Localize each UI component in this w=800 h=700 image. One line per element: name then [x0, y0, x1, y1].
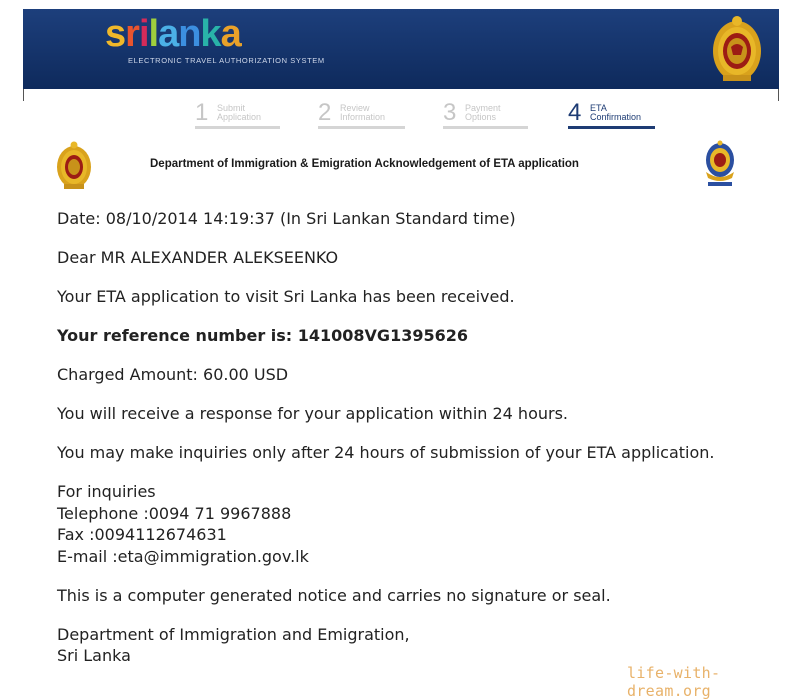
step-label: Review Information: [340, 103, 386, 122]
national-emblem-icon: [711, 13, 763, 83]
step-number: 4: [568, 99, 582, 126]
response-time-message: You will receive a response for your application within 24 hours.: [57, 404, 568, 423]
step-underline: [318, 126, 405, 129]
contact-block: [57, 481, 777, 567]
step-number: 1: [195, 99, 209, 126]
computer-generated-notice: This is a computer generated notice and carries no signature or seal.: [57, 585, 611, 605]
step-label: ETA Confirmation: [590, 103, 642, 122]
step-number: 3: [443, 99, 457, 126]
acknowledgement-letter: [57, 208, 777, 667]
greeting: Dear MR ALEXANDER ALEKSEENKO: [57, 248, 339, 267]
srilanka-logo: srilanka: [105, 13, 241, 55]
step-label: Payment Options: [465, 103, 501, 122]
reference-number: Your reference number is: 141008VG1395626: [57, 326, 468, 345]
contact-heading: For inquiries: [57, 482, 156, 501]
date-line: Date: 08/10/2014 14:19:37 (In Sri Lankan Standard time): [57, 209, 516, 228]
signoff-line-2: Sri Lanka: [57, 646, 131, 665]
signoff-line-1: Department of Immigration and Emigration,: [57, 624, 410, 644]
received-message: Your ETA application to visit Sri Lanka has been received.: [57, 287, 515, 306]
charged-amount: Charged Amount: 60.00 USD: [57, 365, 289, 384]
immigration-emblem-icon: [701, 140, 739, 190]
contact-telephone: Telephone :0094 71 9967888: [57, 503, 292, 523]
signoff-block: [57, 624, 777, 667]
progress-steps: [0, 100, 800, 130]
step-label: Submit Application: [217, 103, 262, 122]
step-number: 2: [318, 99, 332, 126]
step-underline: [195, 126, 280, 129]
contact-fax: Fax :0094112674631: [57, 525, 227, 544]
logo-subtitle: ELECTRONIC TRAVEL AUTHORIZATION SYSTEM: [128, 56, 325, 65]
contact-email: E-mail :eta@immigration.gov.lk: [57, 546, 309, 566]
step-underline: [443, 126, 528, 129]
inquiries-note: You may make inquiries only after 24 hours of submission of your ETA application.: [57, 443, 715, 462]
national-emblem-icon: [56, 140, 92, 190]
watermark: life-with-dream.org: [627, 664, 721, 700]
step-underline: [568, 126, 655, 129]
department-title: Department of Immigration & Emigration Acknowledgement of ETA application: [150, 158, 579, 170]
